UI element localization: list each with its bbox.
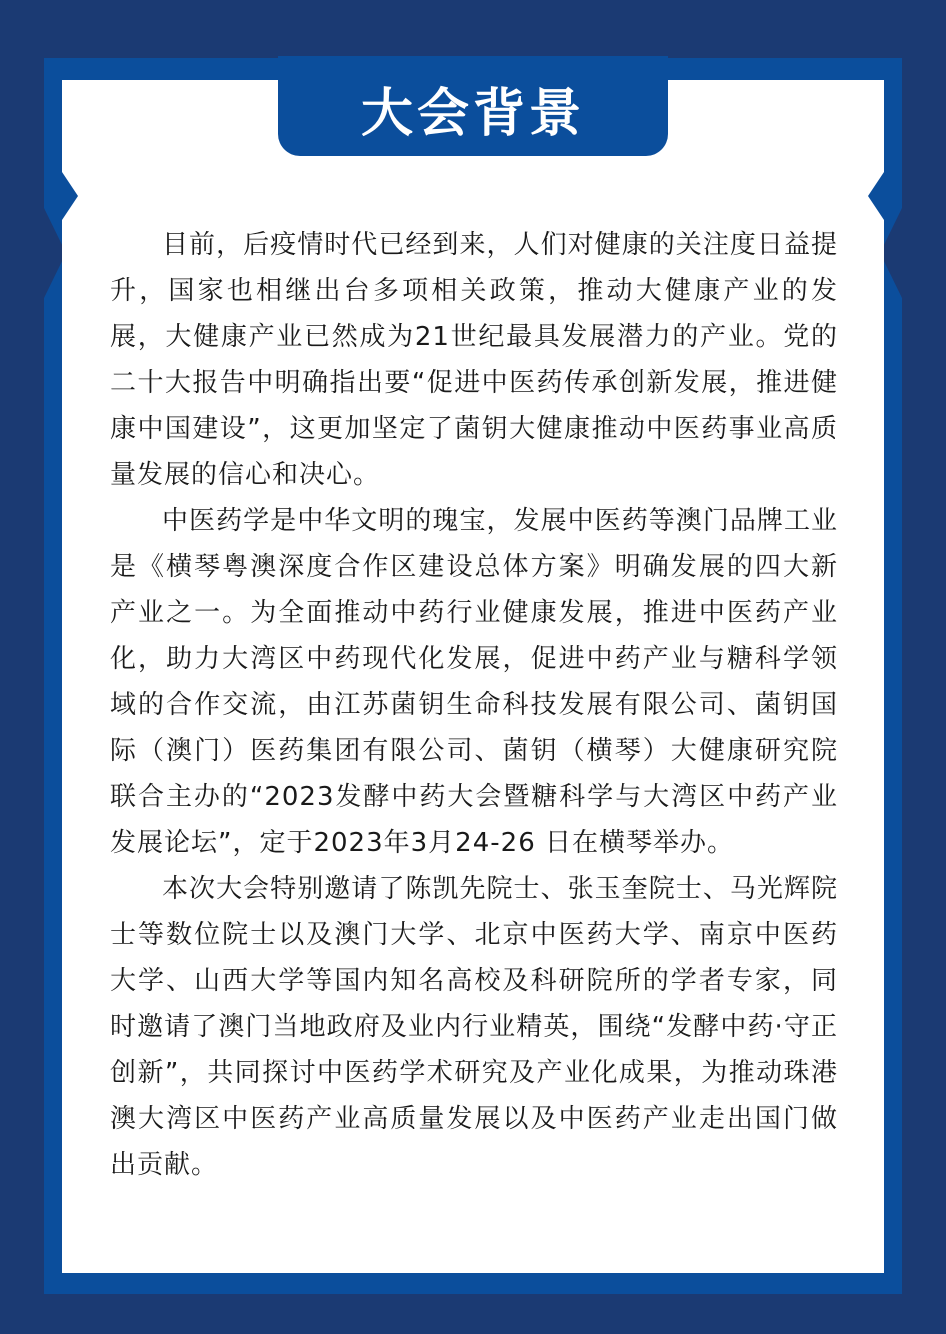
title-banner [278, 56, 668, 156]
paragraph-3: 本次大会特别邀请了陈凯先院士、张玉奎院士、马光辉院士等数位院士以及澳门大学、北京中医药大学、南京中医药大学、山西大学等国内知名高校及科研院所的学者专家，同时邀请了澳门当地政府及业内行业精英，围绕“发酵中药·守正创新”，共同探讨中医药学术研究及产业化成果，为推动珠港澳大湾区中医药产业高质量发展以及中医药产业走出国门做出贡献。 [110, 874, 838, 1180]
page-title: 大会背景 [360, 83, 585, 144]
paragraph-1: 目前，后疫情时代已经到来，人们对健康的关注度日益提升，国家也相继出台多项相关政策，推动大健康产业的发展，大健康产业已然成为21世纪最具发展潜力的产业。党的二十大报告中明确指出要“促进中医药传承创新发展，推进健康中国建设”，这更加坚定了菌钥大健康推动中医药事业高质量发展的信心和决心。 [110, 230, 838, 490]
article-body [110, 222, 838, 1188]
paragraph-2: 中医药学是中华文明的瑰宝，发展中医药等澳门品牌工业是《横琴粤澳深度合作区建设总体方案》明确发展的四大新产业之一。为全面推动中药行业健康发展，推进中医药产业化，助力大湾区中药现代化发展，促进中药产业与糖科学领域的合作交流，由江苏菌钥生命科技发展有限公司、菌钥国际（澳门）医药集团有限公司、菌钥（横琴）大健康研究院联合主办的“2023发酵中药大会暨糖科学与大湾区中药产业发展论坛”，定于2023年3月24-26 日在横琴举办。 [110, 506, 838, 858]
